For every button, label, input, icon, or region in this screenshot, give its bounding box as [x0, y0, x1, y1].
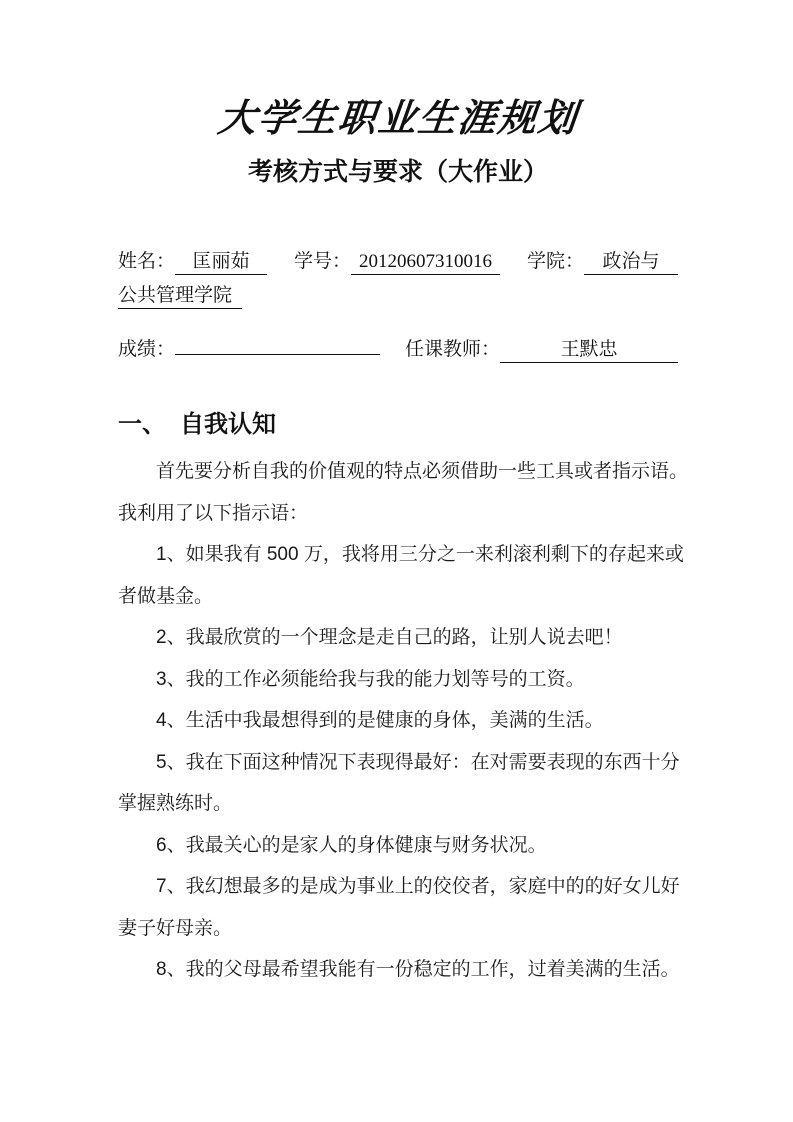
score-label: 成绩： — [118, 339, 176, 360]
student-id-value: 20120607310016 — [351, 250, 500, 275]
score-field — [118, 328, 380, 372]
document-subtitle: 考核方式与要求（大作业） — [247, 159, 548, 186]
name-value: 匡丽茹 — [175, 250, 267, 275]
section-number: 一、 — [118, 411, 166, 438]
list-item-line: 掌握熟练时。 — [118, 793, 233, 814]
college-field — [527, 240, 678, 284]
list-item-line: 6、我最关心的是家人的身体健康与财务状况。 — [156, 834, 547, 856]
name-field — [118, 240, 267, 284]
list-item-line: 者做基金。 — [118, 585, 214, 607]
college-value-part2: 公共管理学院 — [118, 284, 242, 309]
list-item-line: 4、生活中我最想得到的是健康的身体，美满的生活。 — [156, 710, 604, 731]
document-title: 大学生职业生涯规划 — [215, 98, 581, 140]
list-item-line: 5、我在下面这种情况下表现得最好：在对需要表现的东西十分 — [156, 751, 680, 773]
teacher-value: 王默忠 — [500, 338, 678, 363]
form-row-identity — [118, 240, 678, 284]
teacher-label: 任课教师： — [404, 339, 500, 360]
college-value-part1: 政治与 — [584, 250, 678, 275]
student-id-label: 学号： — [293, 251, 351, 272]
college-label: 学院： — [526, 251, 584, 272]
teacher-field — [405, 328, 678, 372]
list-item-line: 2、我最欣赏的一个理念是走自己的路，让别人说去吧！ — [156, 627, 623, 648]
paragraph-line: 我利用了以下指示语： — [118, 502, 309, 524]
form-row-college-continued — [118, 284, 678, 328]
paragraph-line: 首先要分析自我的价值观的特点必须借助一些工具或者指示语。 — [156, 461, 689, 482]
section-body — [118, 451, 689, 991]
name-label: 姓名： — [118, 251, 176, 272]
section-title: 自我认知 — [180, 411, 276, 438]
list-item-line: 1、如果我有 500 万，我将用三分之一来利滚利剩下的存起来或 — [156, 544, 684, 565]
list-item-line: 3、我的工作必须能给我与我的能力划等号的工资。 — [156, 668, 585, 690]
student-id-field — [294, 240, 500, 284]
form-row-score — [118, 328, 678, 372]
list-item-line: 8、我的父母最希望我能有一份稳定的工作，过着美满的生活。 — [156, 959, 680, 980]
info-form — [118, 240, 678, 372]
section-heading — [118, 410, 678, 440]
list-item-line: 7、我幻想最多的是成为事业上的佼佼者，家庭中的的好女儿好 — [156, 876, 680, 897]
score-value-blank — [175, 354, 380, 355]
list-item-line: 妻子好母亲。 — [118, 917, 233, 939]
